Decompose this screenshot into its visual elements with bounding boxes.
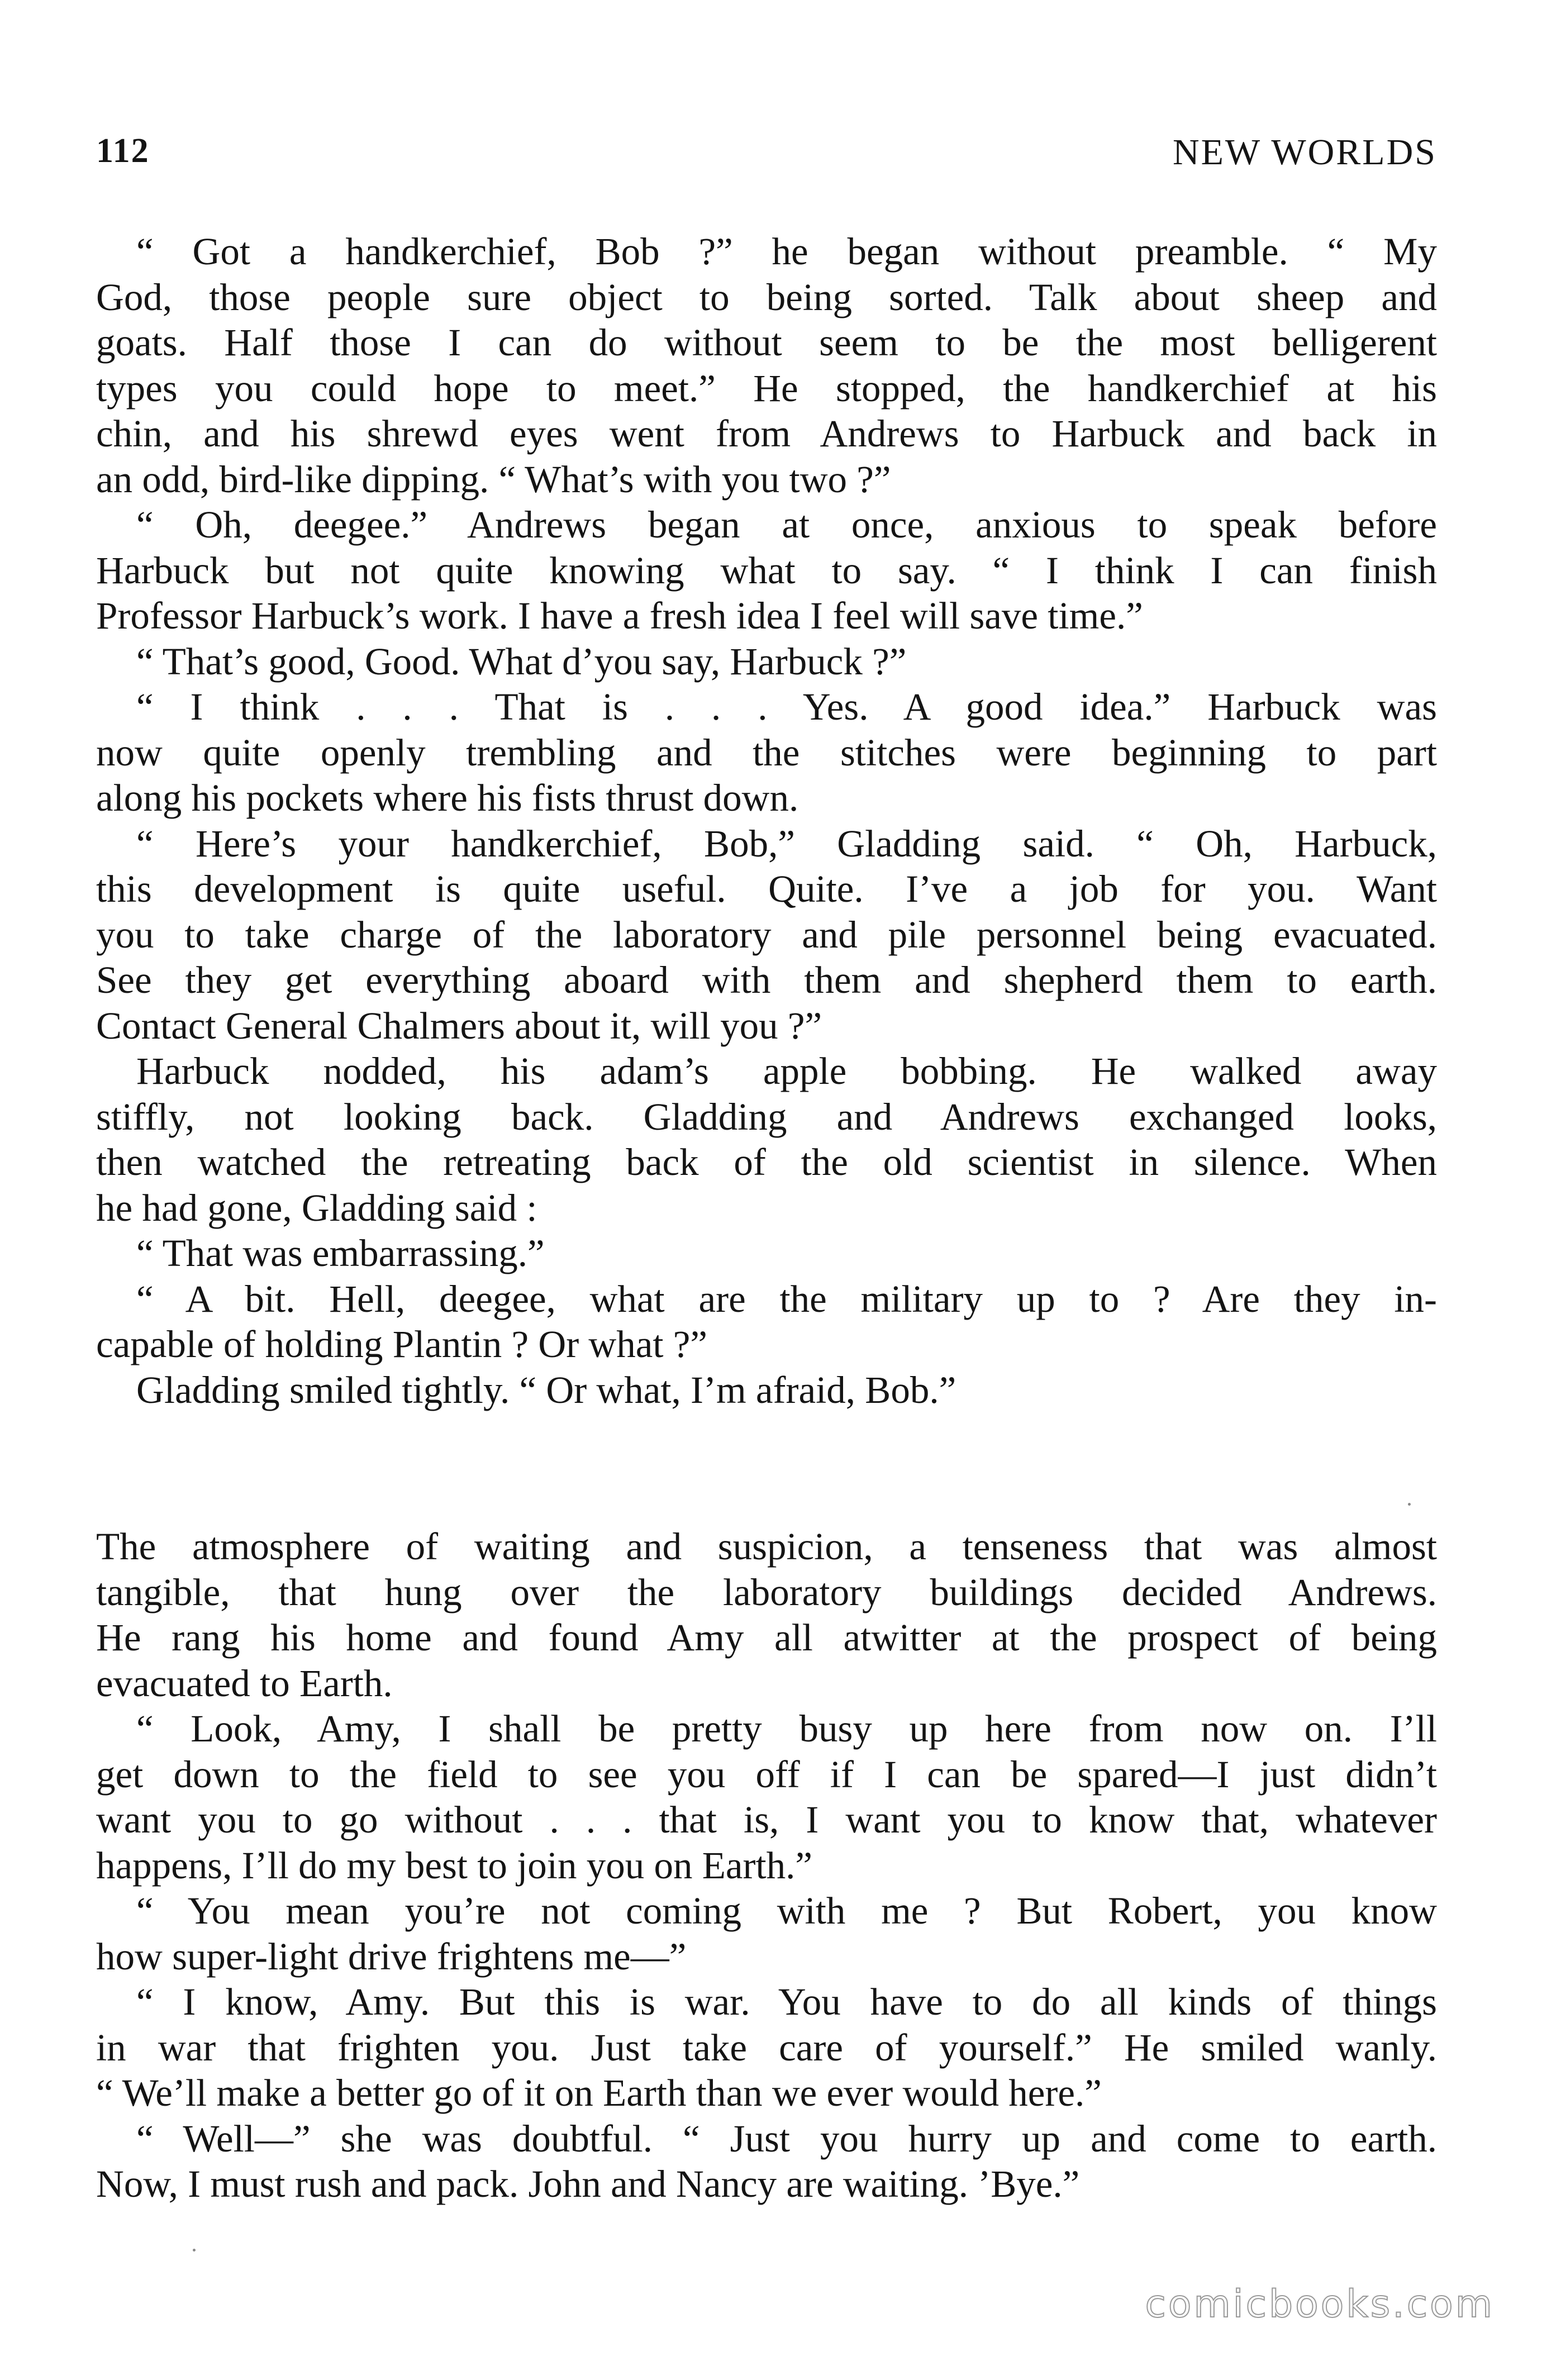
text-line: chin, and his shrewd eyes went from Andrews to Harbuck and back in <box>96 412 1437 455</box>
text-line: happens, I’ll do my best to join you on Earth.” <box>96 1844 813 1887</box>
text-line: Professor Harbuck’s work. I have a fresh idea I feel will save time.” <box>96 594 1143 637</box>
text-line: then watched the retreating back of the old scientist in silence. When <box>96 1141 1437 1183</box>
paragraph <box>96 1231 1437 1277</box>
text-line: goats. Half those I can do without seem to be the most belligerent <box>96 321 1437 364</box>
text-line: See they get everything aboard with them and shepherd them to earth. <box>96 959 1437 1001</box>
paragraph <box>96 684 1437 821</box>
running-title: NEW WORLDS <box>1172 132 1437 173</box>
text-line: God, those people sure object to being sorted. Talk about sheep and <box>96 275 1437 318</box>
text-line: “ I think . . . That is . . . Yes. A good idea.” Harbuck was <box>136 686 1437 728</box>
paragraph <box>96 1979 1437 2116</box>
text-line: “ That was embarrassing.” <box>136 1232 545 1274</box>
text-line: Now, I must rush and pack. John and Nancy are waiting. ’Bye.” <box>96 2163 1080 2205</box>
text-line: “ Oh, deegee.” Andrews began at once, anxious to speak before <box>136 503 1437 546</box>
paragraph <box>96 1368 1437 1413</box>
text-line: this development is quite useful. Quite. I’ve a job for you. Want <box>96 868 1437 910</box>
text-line: Harbuck but not quite knowing what to say. “ I think I can finish <box>96 549 1437 592</box>
text-line: tangible, that hung over the laboratory buildings decided Andrews. <box>96 1570 1437 1613</box>
text-line: want you to go without . . . that is, I want you to know that, whatever <box>96 1798 1437 1841</box>
text-line: “ That’s good, Good. What d’you say, Harbuck ?” <box>136 640 907 683</box>
page-number: 112 <box>96 132 150 170</box>
text-line: “ Got a handkerchief, Bob ?” he began without preamble. “ My <box>136 230 1437 273</box>
paragraph <box>96 821 1437 1049</box>
paragraph <box>96 2116 1437 2207</box>
text-section-2 <box>96 1524 1437 2207</box>
text-line: “ You mean you’re not coming with me ? But Robert, you know <box>136 1889 1437 1932</box>
text-line: types you could hope to meet.” He stopped, the handkerchief at his <box>96 366 1437 410</box>
text-line: The atmosphere of waiting and suspicion, a tenseness that was almost <box>96 1525 1437 1568</box>
text-line: stiffly, not looking back. Gladding and Andrews exchanged looks, <box>96 1095 1437 1138</box>
running-head <box>96 131 1437 187</box>
paragraph <box>96 1888 1437 1979</box>
text-section-1 <box>96 229 1437 1413</box>
text-line: capable of holding Plantin ? Or what ?” <box>96 1323 708 1365</box>
paragraph <box>96 229 1437 502</box>
paragraph <box>96 1049 1437 1231</box>
text-line: you to take charge of the laboratory and pile personnel being evacuated. <box>96 913 1437 956</box>
text-line: an odd, bird-like dipping. “ What’s with you two ?” <box>96 458 891 501</box>
text-line: now quite openly trembling and the stitches were beginning to part <box>96 731 1437 774</box>
paragraph <box>96 1524 1437 1706</box>
paper-speck <box>193 2249 196 2252</box>
text-line: “ Well—” she was doubtful. “ Just you hurry up and come to earth. <box>136 2117 1437 2160</box>
text-line: He rang his home and found Amy all atwitter at the prospect of being <box>96 1616 1437 1659</box>
text-line: in war that frighten you. Just take care of yourself.” He smiled wanly. <box>96 2026 1437 2069</box>
paragraph <box>96 1277 1437 1368</box>
text-line: “ Look, Amy, I shall be pretty busy up here from now on. I’ll <box>136 1707 1437 1750</box>
text-line: get down to the field to see you off if I can be spared—I just didn’t <box>96 1753 1437 1796</box>
text-line: “ We’ll make a better go of it on Earth than we ever would here.” <box>96 2072 1102 2114</box>
paragraph <box>96 502 1437 639</box>
paper-speck <box>1408 1503 1411 1506</box>
text-line: “ A bit. Hell, deegee, what are the military up to ? Are they in- <box>136 1277 1437 1320</box>
text-line: how super-light drive frightens me—” <box>96 1935 687 1978</box>
paragraph <box>96 639 1437 685</box>
text-line: Contact General Chalmers about it, will you ?” <box>96 1004 822 1047</box>
text-line: “ Here’s your handkerchief, Bob,” Gladding said. “ Oh, Harbuck, <box>136 822 1437 865</box>
site-watermark: comicbooks.com <box>1145 2282 1495 2326</box>
text-line: “ I know, Amy. But this is war. You have to do all kinds of things <box>136 1981 1437 2023</box>
text-line: Gladding smiled tightly. “ Or what, I’m afraid, Bob.” <box>136 1368 956 1411</box>
text-line: he had gone, Gladding said : <box>96 1186 537 1229</box>
text-line: evacuated to Earth. <box>96 1662 393 1705</box>
text-line: along his pockets where his fists thrust down. <box>96 777 799 819</box>
paragraph <box>96 1706 1437 1888</box>
text-line: Harbuck nodded, his adam’s apple bobbing. He walked away <box>136 1050 1437 1092</box>
